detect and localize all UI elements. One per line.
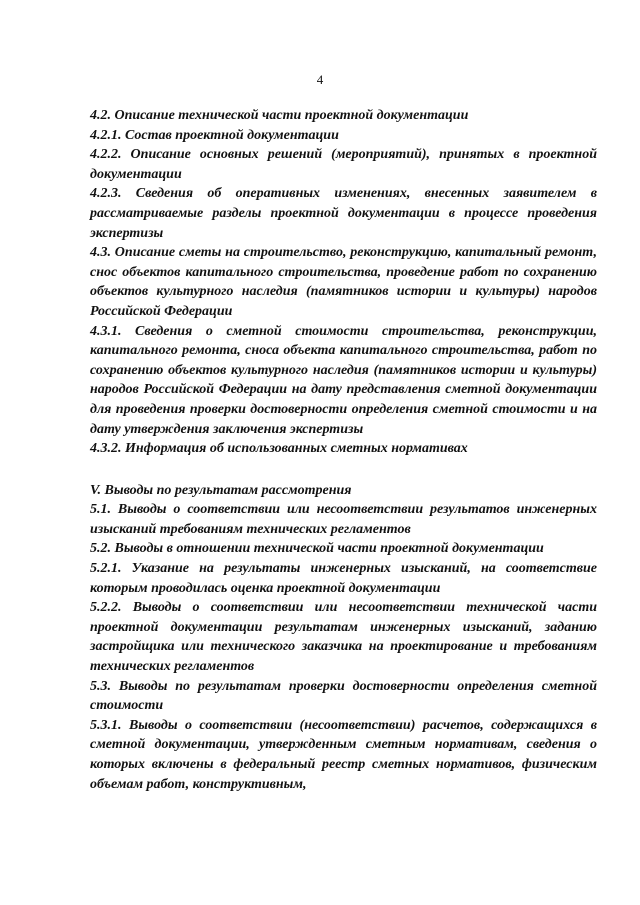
toc-item-4-3: 4.3. Описание сметы на строительство, реконструкцию, капитальный ремонт, снос объектов капитального строительства, проведение работ по сохранению объектов культурного наследия (памятников истории и культуры) народов Российской Федерации [90, 245, 597, 319]
toc-item-4-3-1: 4.3.1. Сведения о сметной стоимости строительства, реконструкции, капитального ремонта, сноса объекта капитального строительства, работ по сохранению объектов культурного наследия (памятников истории и культуры) народов Российской Федерации на дату представления сметной документации для проведения проверки достоверности определения сметной стоимости и на дату утверждения заключения экспертизы [90, 323, 597, 437]
toc-item-5-1: 5.1. Выводы о соответствии или несоответствии результатов инженерных изысканий требованиям технических регламентов [90, 502, 597, 537]
table-of-contents [90, 106, 597, 794]
toc-item-4-2: 4.2. Описание технической части проектной документации [90, 108, 469, 123]
toc-section-v: V. Выводы по результатам рассмотрения [90, 482, 352, 498]
toc-item-5-3-1: 5.3.1. Выводы о соответствии (несоответствии) расчетов, содержащихся в сметной документации, утвержденным сметным нормативам, сведения о которых включены в федеральный реестр сметных нормативов, физическим объемам работ, конструктивным, [90, 717, 597, 792]
toc-item-5-2-1: 5.2.1. Указание на результаты инженерных изысканий, на соответствие которым проводилась оценка проектной документации [90, 561, 597, 596]
toc-item-5-3: 5.3. Выводы по результатам проверки достоверности определения сметной стоимости [90, 678, 597, 714]
toc-item-4-2-3: 4.2.3. Сведения об оперативных изменениях, внесенных заявителем в рассматриваемые разделы проектной документации в процессе проведения экспертизы [90, 186, 597, 241]
toc-item-5-2-2: 5.2.2. Выводы о соответствии или несоответствии технической части проектной документации результатам инженерных изысканий, заданию застройщика или технического заказчика на проектирование и требованиям технических регламентов [90, 600, 597, 675]
page-number: 4 [316, 72, 324, 87]
toc-item-4-2-1: 4.2.1. Состав проектной документации [90, 127, 339, 143]
toc-item-5-2: 5.2. Выводы в отношении технической части проектной документации [90, 541, 544, 557]
section-spacer [90, 459, 597, 481]
toc-item-4-2-2: 4.2.2. Описание основных решений (мероприятий), принятых в проектной документации [90, 147, 597, 182]
toc-item-4-3-2: 4.3.2. Информация об использованных сметных нормативах [90, 441, 468, 457]
